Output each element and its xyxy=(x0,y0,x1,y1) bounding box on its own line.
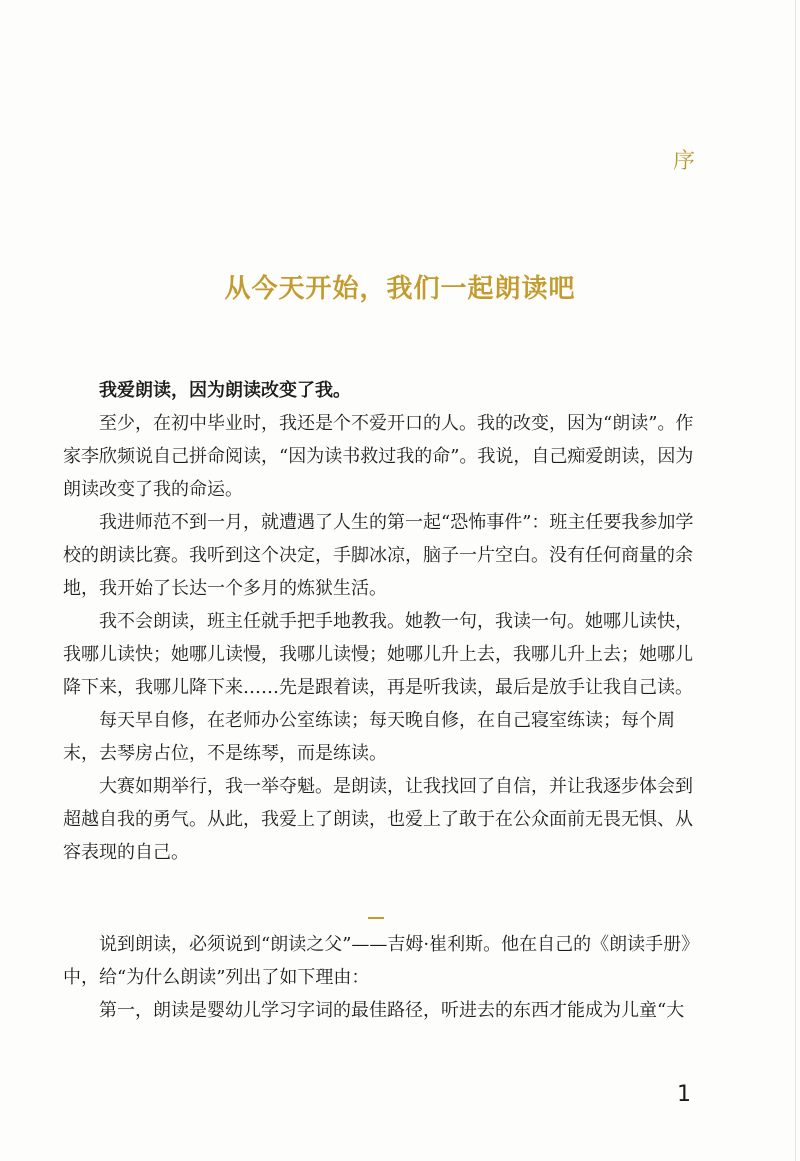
section-mark: 序 xyxy=(673,149,696,174)
paragraph: 至少，在初中毕业时，我还是个不爱开口的人。我的改变，因为“朗读”。作家李欣频说自己拼命阅读，“因为读书救过我的命”。我说，自己痴爱朗读，因为朗读改变了我的命运。 xyxy=(63,413,694,500)
page-edge-line xyxy=(795,0,796,1161)
paragraph: 我进师范不到一月，就遭遇了人生的第一起“恐怖事件”：班主任要我参加学校的朗读比赛。我听到这个决定，手脚冰凉，脑子一片空白。没有任何商量的余地，我开始了长达一个多月的炼狱生活。 xyxy=(63,512,694,599)
paragraph: 我不会朗读，班主任就手把手地教我。她教一句，我读一句。她哪儿读快，我哪儿读快；她哪儿读慢，我哪儿读慢；她哪儿升上去，我哪儿升上去；她哪儿降下来，我哪儿降下来……先是跟着读，再是听我读，最后是放手让我自己读。 xyxy=(63,611,693,698)
paragraph: 每天早自修，在老师办公室练读；每天晚自修，在自己寝室练读；每个周末，去琴房占位，不是练琴，而是练读。 xyxy=(63,710,675,764)
paragraph: 大赛如期举行，我一举夺魁。是朗读，让我找回了自信，并让我逐步体会到超越自我的勇气。从此，我爱上了朗读，也爱上了敢于在公众面前无畏无惧、从容表现的自己。 xyxy=(63,776,693,863)
body-text xyxy=(63,374,703,869)
section-divider xyxy=(368,917,384,919)
chapter-title: 从今天开始，我们一起朗读吧 xyxy=(224,274,576,304)
page-number: 1 xyxy=(677,1082,691,1107)
paragraph: 第一，朗读是婴幼儿学习字词的最佳路径，听进去的东西才能成为儿童“大 xyxy=(99,1000,685,1021)
lead-paragraph: 我爱朗读，因为朗读改变了我。 xyxy=(99,380,351,401)
paragraph: 说到朗读，必须说到“朗读之父”——吉姆·崔利斯。他在自己的《朗读手册》中，给“为什么朗读”列出了如下理由： xyxy=(63,934,700,988)
body-text-continued xyxy=(63,928,703,1027)
